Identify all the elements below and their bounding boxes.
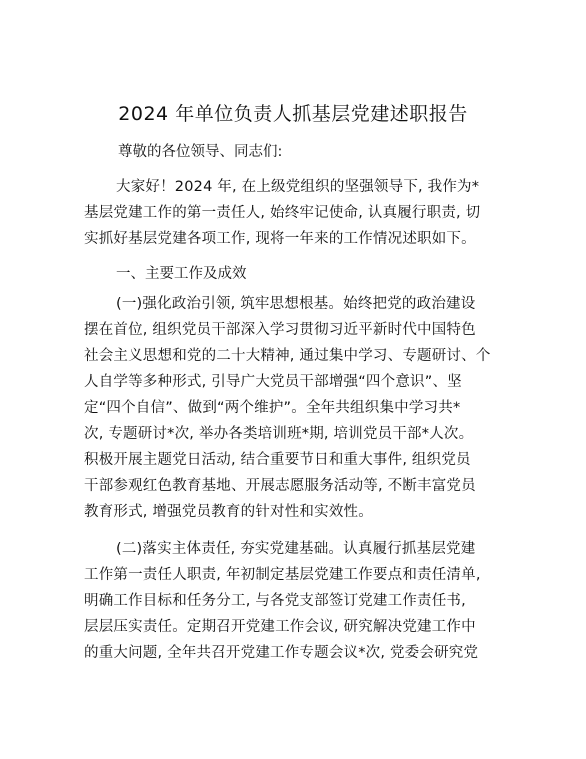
paragraph-line: 层层压实责任。定期召开党建工作会议, 研究解决党建工作中 [84, 619, 476, 635]
paragraph-line: 教育形式, 增强党员教育的针对性和实效性。 [84, 504, 373, 520]
intro-line: 实抓好基层党建各项工作, 现将一年来的工作情况述职如下。 [84, 231, 476, 247]
paragraph-line: (一)强化政治引领, 筑牢思想根基。始终把党的政治建设 [116, 296, 476, 312]
paragraph-line: 摆在首位, 组织党员干部深入学习贯彻习近平新时代中国特色 [84, 322, 476, 338]
intro-paragraph [84, 174, 504, 252]
paragraph-line: 的重大问题, 全年共召开党建工作专题会议*次, 党委会研究党 [84, 645, 479, 661]
intro-line: 基层党建工作的第一责任人, 始终牢记使命, 认真履行职责, 切 [84, 205, 481, 221]
paragraph-line: 定“四个自信”、做到“两个维护”。全年共组织集中学习共* [84, 400, 461, 416]
salutation: 尊敬的各位领导、同志们: [118, 144, 283, 160]
paragraph-line: 次, 专题研讨*次, 举办各类培训班*期, 培训党员干部*人次。 [84, 426, 474, 442]
paragraph-main-responsibility [84, 536, 504, 666]
paragraph-political-guidance [84, 291, 504, 525]
paragraph-line: 社会主义思想和党的二十大精神, 通过集中学习、专题研讨、个 [84, 348, 491, 364]
paragraph-line: 积极开展主题党日活动, 结合重要节日和重大事件, 组织党员 [84, 452, 471, 468]
paragraph-line: 干部参观红色教育基地、开展志愿服务活动等, 不断丰富党员 [84, 478, 476, 494]
paragraph-line: 人自学等多种形式, 引导广大党员干部增强“四个意识”、坚 [84, 374, 462, 390]
document-title: 2024 年单位负责人抓基层党建述职报告 [118, 103, 468, 125]
intro-line: 大家好！2024 年, 在上级党组织的坚强领导下, 我作为* [116, 179, 480, 195]
section-heading: 一、主要工作及成效 [116, 266, 247, 282]
paragraph-line: 明确工作目标和任务分工, 与各党支部签订党建工作责任书, [84, 593, 466, 609]
paragraph-line: 工作第一责任人职责, 年初制定基层党建工作要点和责任清单, [84, 567, 481, 583]
paragraph-line: (二)落实主体责任, 夯实党建基础。认真履行抓基层党建 [116, 541, 476, 557]
